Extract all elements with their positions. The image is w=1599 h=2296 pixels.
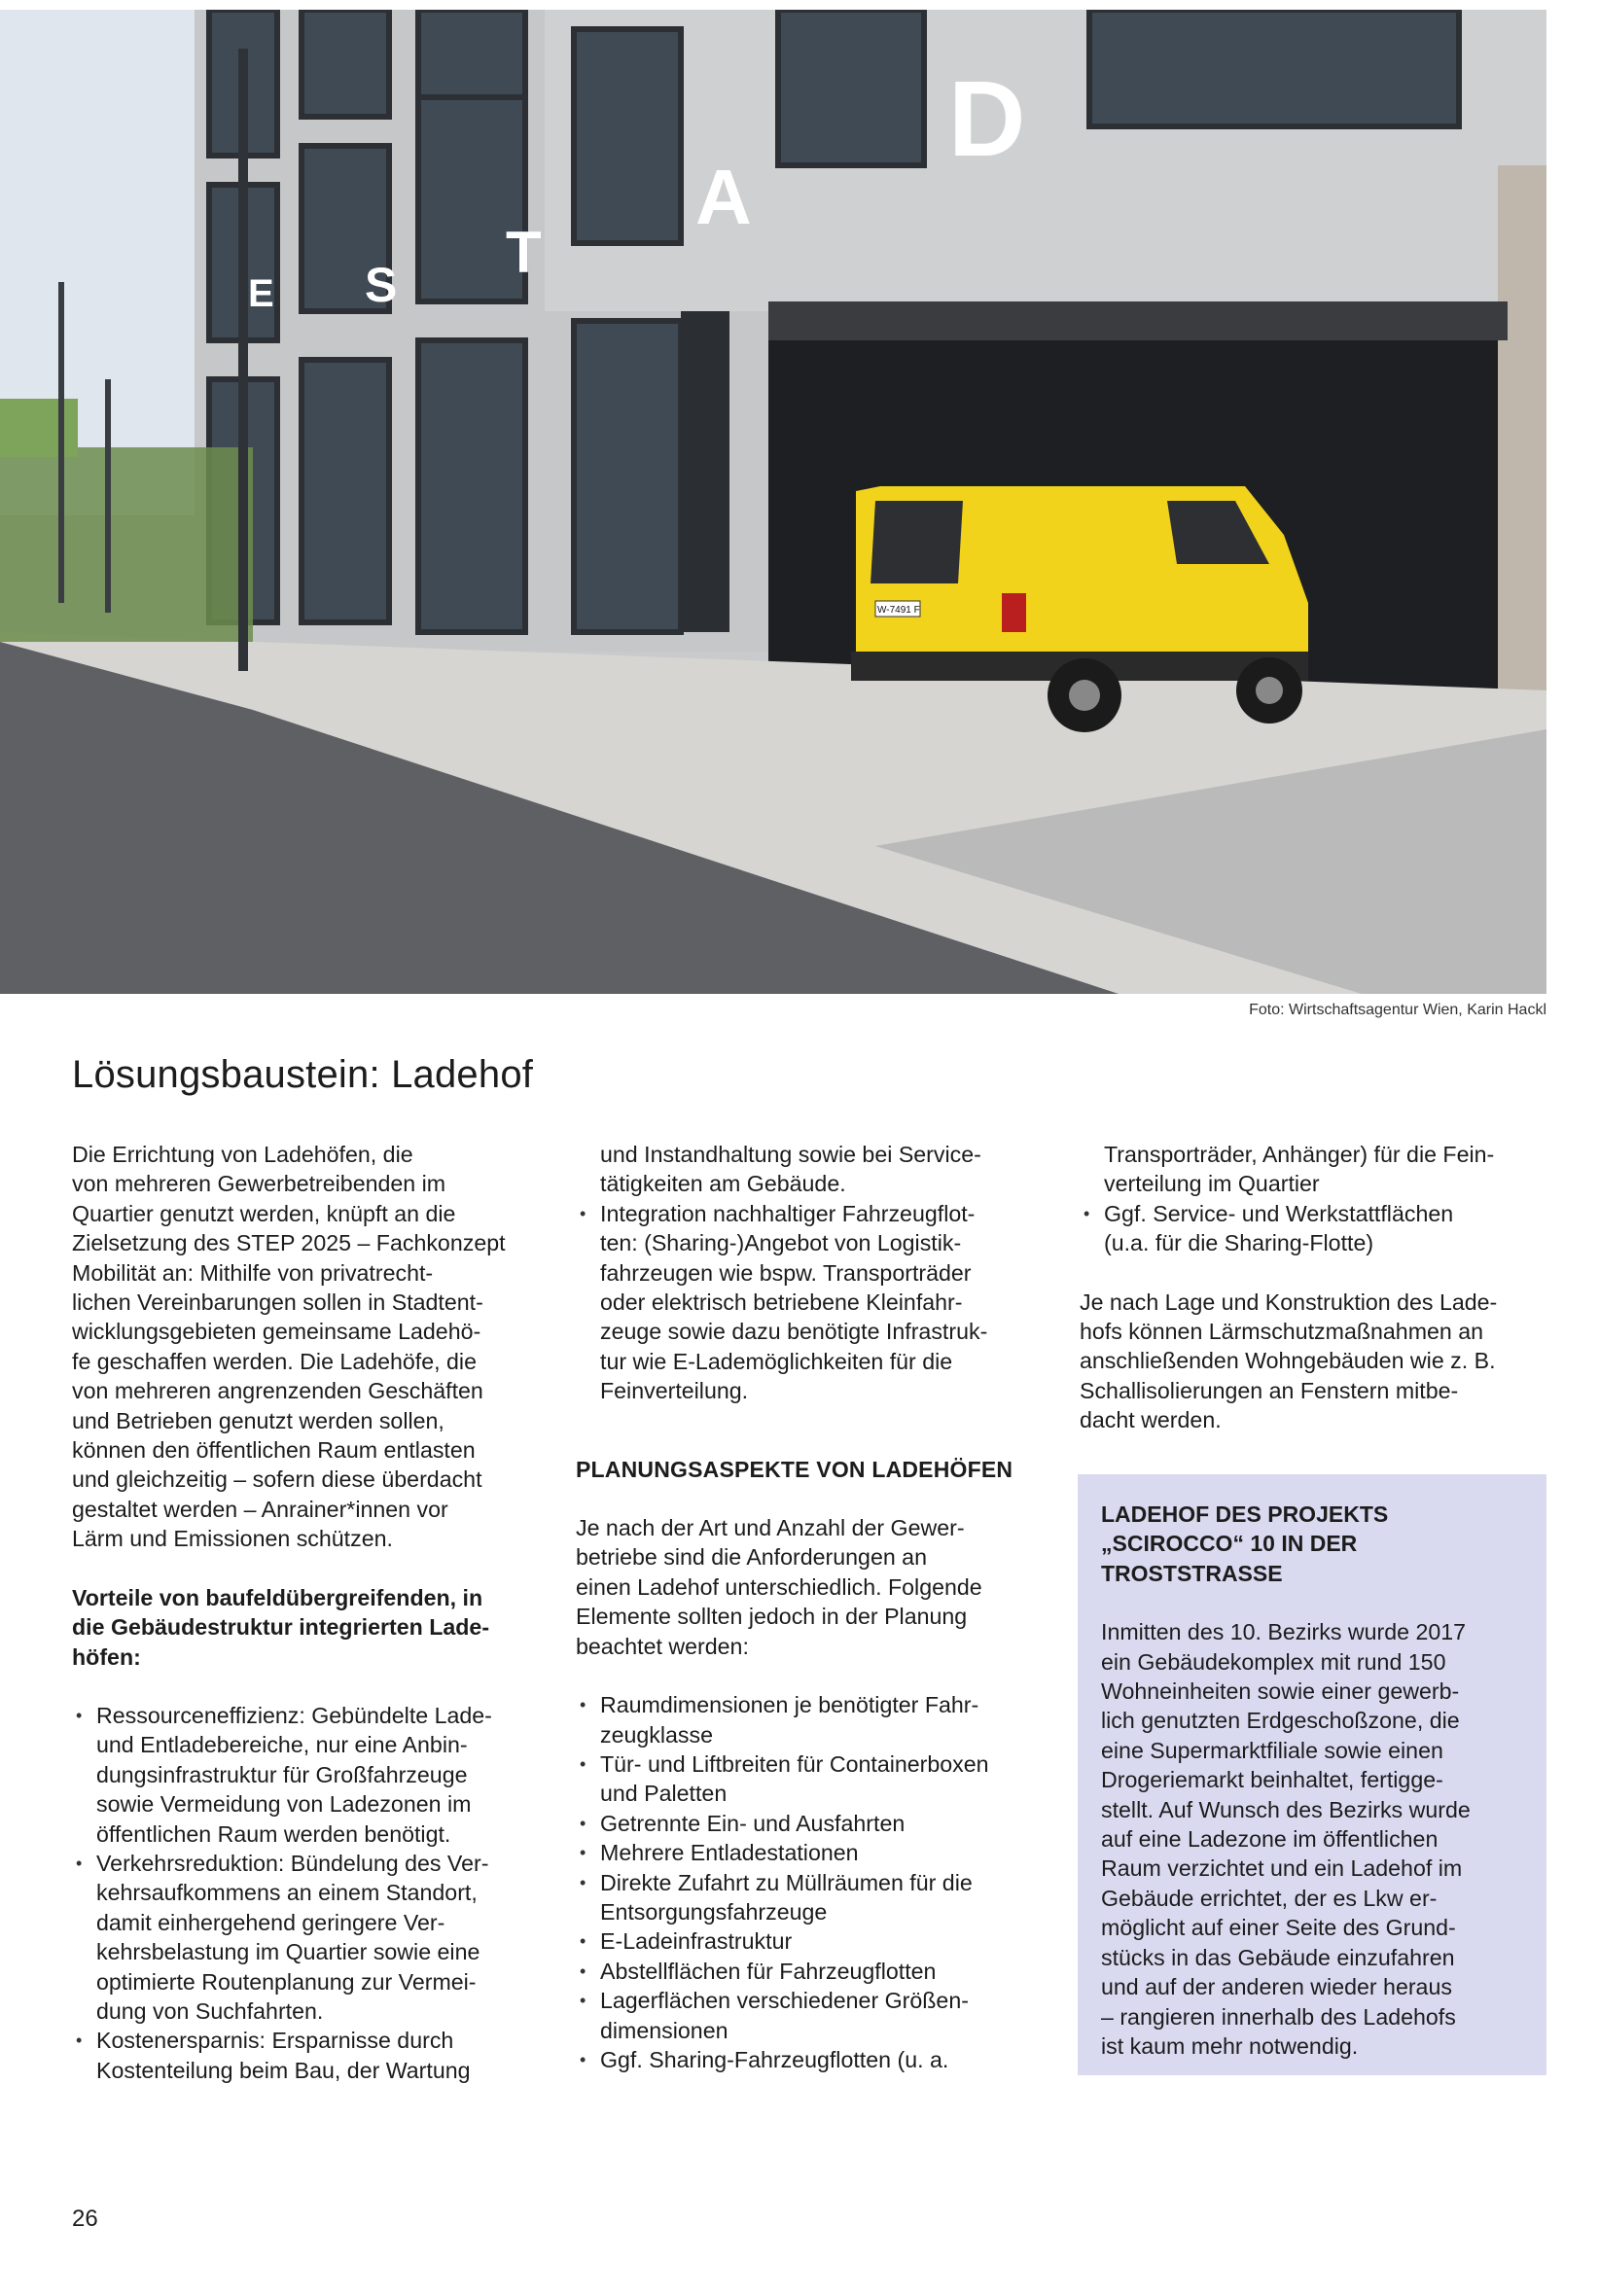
advantage-item-line: und Entladebereiche, nur eine Anbin- <box>96 1732 468 1758</box>
planning-item-line: • Ggf. Sharing-Fahrzeugflotten (u. a. <box>600 2046 949 2072</box>
advantages-list <box>72 1701 549 2085</box>
advantage-item-line: dung von Suchfahrten. <box>96 1997 324 2024</box>
service-list <box>1080 1199 1556 1258</box>
subhead-line: Vorteile von baufeldübergreifenden, in <box>72 1584 483 1610</box>
integration-item-line: tur wie E-Lademöglichkeiten für die <box>600 1348 953 1374</box>
planning-item <box>576 1868 1052 1927</box>
noise-line: dacht werden. <box>1080 1407 1222 1433</box>
intro-line: Mobilität an: Mithilfe von privatrecht- <box>72 1259 434 1286</box>
infobox-body-line: Inmitten des 10. Bezirks wurde 2017 <box>1101 1619 1467 1645</box>
infobox-heading-line: LADEHOF DES PROJEKTS <box>1101 1501 1389 1527</box>
advantage-item-line: damit einhergehend geringere Ver- <box>96 1909 445 1935</box>
subhead-line: höfen: <box>72 1643 141 1670</box>
integration-item <box>576 1199 1052 1406</box>
continued-item <box>1080 1140 1556 1199</box>
infobox-body-line: stellt. Auf Wunsch des Bezirks wurde <box>1101 1796 1471 1822</box>
intro-line: gestaltet werden – Anrainer*innen vor <box>72 1496 448 1522</box>
column-1 <box>72 1140 549 2085</box>
planning-item <box>576 1986 1052 2045</box>
service-item-line: (u.a. für die Sharing-Flotte) <box>1104 1230 1374 1256</box>
photo-credit: Foto: Wirtschaftsagentur Wien, Karin Hackl <box>1249 1002 1546 1018</box>
advantage-item-line: • Verkehrsreduktion: Bündelung des Ver- <box>96 1850 489 1876</box>
advantage-item-line: sowie Vermeidung von Ladezonen im <box>96 1791 472 1818</box>
planning-item <box>576 2045 1052 2074</box>
integration-list <box>576 1199 1052 1406</box>
noise-line: Schallisolierungen an Fenstern mitbe- <box>1080 1377 1459 1403</box>
advantage-item-line: • Ressourceneffizienz: Gebündelte Lade- <box>96 1702 492 1728</box>
column-2 <box>576 1140 1052 2074</box>
planning-item-line: Entsorgungsfahrzeuge <box>600 1898 828 1925</box>
planning-item <box>576 1749 1052 1809</box>
planning-intro <box>576 1513 1052 1661</box>
advantage-item-line: Kostenteilung beim Bau, der Wartung <box>96 2057 471 2083</box>
planning-intro-line: beachtet werden: <box>576 1633 749 1659</box>
infobox-body-line: – rangieren innerhalb des Ladehofs <box>1101 2003 1456 2030</box>
infobox-body-line: stücks in das Gebäude einzufahren <box>1101 1944 1455 1970</box>
planning-item <box>576 1957 1052 1986</box>
noise-line: hofs können Lärmschutzmaßnahmen an <box>1080 1319 1484 1345</box>
infobox-body-line: auf eine Ladezone im öffentlichen <box>1101 1826 1439 1853</box>
infobox-body-line: ein Gebäudekomplex mit rund 150 <box>1101 1648 1446 1675</box>
service-item <box>1080 1199 1556 1258</box>
column-3 <box>1080 1140 1556 1435</box>
header-photo <box>0 10 1546 994</box>
planning-intro-line: betriebe sind die Anforderungen an <box>576 1544 927 1571</box>
planning-item-line: • Getrennte Ein- und Ausfahrten <box>600 1810 906 1836</box>
infobox-body-line: lich genutzten Erdgeschoßzone, die <box>1101 1708 1460 1734</box>
planning-item-line: • Tür- und Liftbreiten für Containerboxen <box>600 1750 989 1777</box>
project-infobox <box>1078 1474 1546 2075</box>
continued-item-line: und Instandhaltung sowie bei Service- <box>600 1142 981 1167</box>
advantage-item-line: • Kostenersparnis: Ersparnisse durch <box>96 2028 454 2054</box>
intro-line: und gleichzeitig – sofern diese überdacht <box>72 1466 482 1493</box>
section-heading-planning: PLANUNGSASPEKTE VON LADEHÖFEN <box>576 1456 1013 1482</box>
intro-line: Lärm und Emissionen schützen. <box>72 1526 393 1552</box>
infobox-heading <box>1101 1500 1523 1588</box>
intro-line: und Betrieben genutzt werden sollen, <box>72 1407 444 1433</box>
svg-text:E: E <box>248 272 274 315</box>
integration-item-line: • Integration nachhaltiger Fahrzeugflot- <box>600 1200 976 1226</box>
advantage-item-line: kehrsaufkommens an einem Standort, <box>96 1880 478 1906</box>
intro-paragraph <box>72 1140 549 1554</box>
planning-item-line: • Raumdimensionen je benötigter Fahr- <box>600 1692 979 1718</box>
infobox-body-line: Gebäude errichtet, der es Lkw er- <box>1101 1885 1438 1911</box>
intro-line: von mehreren Gewerbetreibenden im <box>72 1171 446 1197</box>
planning-item <box>576 1926 1052 1956</box>
intro-line: Quartier genutzt werden, knüpft an die <box>72 1200 456 1226</box>
continued-bullet <box>1080 1140 1556 1199</box>
planning-item <box>576 1809 1052 1838</box>
infobox-heading-line: „SCIROCCO“ 10 IN DER <box>1101 1531 1358 1557</box>
continued-item-line: verteilung im Quartier <box>1104 1171 1320 1197</box>
intro-line: Die Errichtung von Ladehöfen, die <box>72 1142 413 1167</box>
infobox-body <box>1101 1617 1523 2061</box>
noise-line: anschließenden Wohngebäuden wie z. B. <box>1080 1348 1496 1374</box>
integration-item-line: oder elektrisch betriebene Kleinfahr- <box>600 1289 963 1316</box>
subhead-line: die Gebäudestruktur integrierten Lade- <box>72 1614 490 1641</box>
planning-item-line: • E-Ladeinfrastruktur <box>600 1928 793 1955</box>
intro-line: fe geschaffen werden. Die Ladehöfe, die <box>72 1348 477 1374</box>
svg-text:A: A <box>695 154 752 240</box>
infobox-heading-line: TROSTSTRASSE <box>1101 1560 1283 1586</box>
page-title: Lösungsbaustein: Ladehof <box>72 1053 534 1096</box>
advantage-item-line: optimierte Routenplanung zur Vermei- <box>96 1968 477 1995</box>
svg-text:T: T <box>506 220 542 285</box>
continued-item-line: tätigkeiten am Gebäude. <box>600 1171 846 1197</box>
intro-line: lichen Vereinbarungen sollen in Stadtent- <box>72 1289 483 1316</box>
integration-item-line: Feinverteilung. <box>600 1378 749 1404</box>
infobox-body-line: Drogeriemarkt beinhaltet, fertigge- <box>1101 1767 1443 1793</box>
continued-bullet <box>576 1140 1052 1199</box>
planning-item-line: • Direkte Zufahrt zu Müllräumen für die <box>600 1869 973 1895</box>
integration-item-line: fahrzeugen wie bspw. Transporträder <box>600 1259 972 1286</box>
infobox-body-line: und auf der anderen wieder heraus <box>1101 1974 1452 2000</box>
planning-item-line: • Mehrere Entladestationen <box>600 1840 859 1866</box>
advantage-item-line: kehrsbelastung im Quartier sowie eine <box>96 1939 480 1965</box>
advantage-item-line: öffentlichen Raum werden benötigt. <box>96 1820 451 1847</box>
planning-list <box>576 1690 1052 2074</box>
planning-item-line: • Lagerflächen verschiedener Größen- <box>600 1988 969 2014</box>
infobox-body-line: eine Supermarktfiliale sowie einen <box>1101 1737 1443 1763</box>
intro-line: Zielsetzung des STEP 2025 – Fachkonzept <box>72 1230 506 1256</box>
noise-paragraph <box>1080 1288 1556 1435</box>
planning-item-line: zeugklasse <box>600 1721 714 1748</box>
advantage-item <box>72 2026 549 2085</box>
noise-line: Je nach Lage und Konstruktion des Lade- <box>1080 1289 1498 1315</box>
integration-item-line: ten: (Sharing-)Angebot von Logistik- <box>600 1230 962 1256</box>
infobox-body-line: möglicht auf einer Seite des Grund- <box>1101 1915 1456 1941</box>
infobox-body-line: Raum verzichtet und ein Ladehof im <box>1101 1855 1463 1882</box>
planning-intro-line: Elemente sollten jedoch in der Planung <box>576 1604 968 1630</box>
svg-text:W-7491 F: W-7491 F <box>877 605 920 616</box>
intro-line: wicklungsgebieten gemeinsame Ladehö- <box>72 1319 481 1345</box>
advantage-item <box>72 1849 549 2026</box>
advantage-item-line: dungsinfrastruktur für Großfahrzeuge <box>96 1761 468 1787</box>
photo-building-with-yellow-van <box>0 10 1546 994</box>
planning-item-line: dimensionen <box>600 2017 728 2043</box>
svg-text:S: S <box>365 258 398 312</box>
page-number: 26 <box>72 2206 98 2232</box>
service-item-line: • Ggf. Service- und Werkstattflächen <box>1104 1200 1454 1226</box>
advantage-item <box>72 1701 549 1849</box>
intro-line: können den öffentlichen Raum entlasten <box>72 1437 476 1464</box>
planning-intro-line: einen Ladehof unterschiedlich. Folgende <box>576 1573 982 1600</box>
intro-line: von mehreren angrenzenden Geschäften <box>72 1378 483 1404</box>
planning-item-line: • Abstellflächen für Fahrzeugflotten <box>600 1958 937 1984</box>
advantages-subheading <box>72 1583 549 1672</box>
continued-item <box>576 1140 1052 1199</box>
planning-item <box>576 1838 1052 1867</box>
planning-item <box>576 1690 1052 1749</box>
integration-item-line: zeuge sowie dazu benötigte Infrastruk- <box>600 1319 988 1345</box>
continued-item-line: Transporträder, Anhänger) für die Fein- <box>1104 1142 1495 1167</box>
svg-text:D: D <box>948 59 1026 179</box>
infobox-body-line: ist kaum mehr notwendig. <box>1101 2032 1359 2059</box>
planning-intro-line: Je nach der Art und Anzahl der Gewer- <box>576 1515 965 1541</box>
infobox-body-line: Wohneinheiten sowie einer gewerb- <box>1101 1678 1460 1705</box>
planning-item-line: und Paletten <box>600 1781 728 1807</box>
